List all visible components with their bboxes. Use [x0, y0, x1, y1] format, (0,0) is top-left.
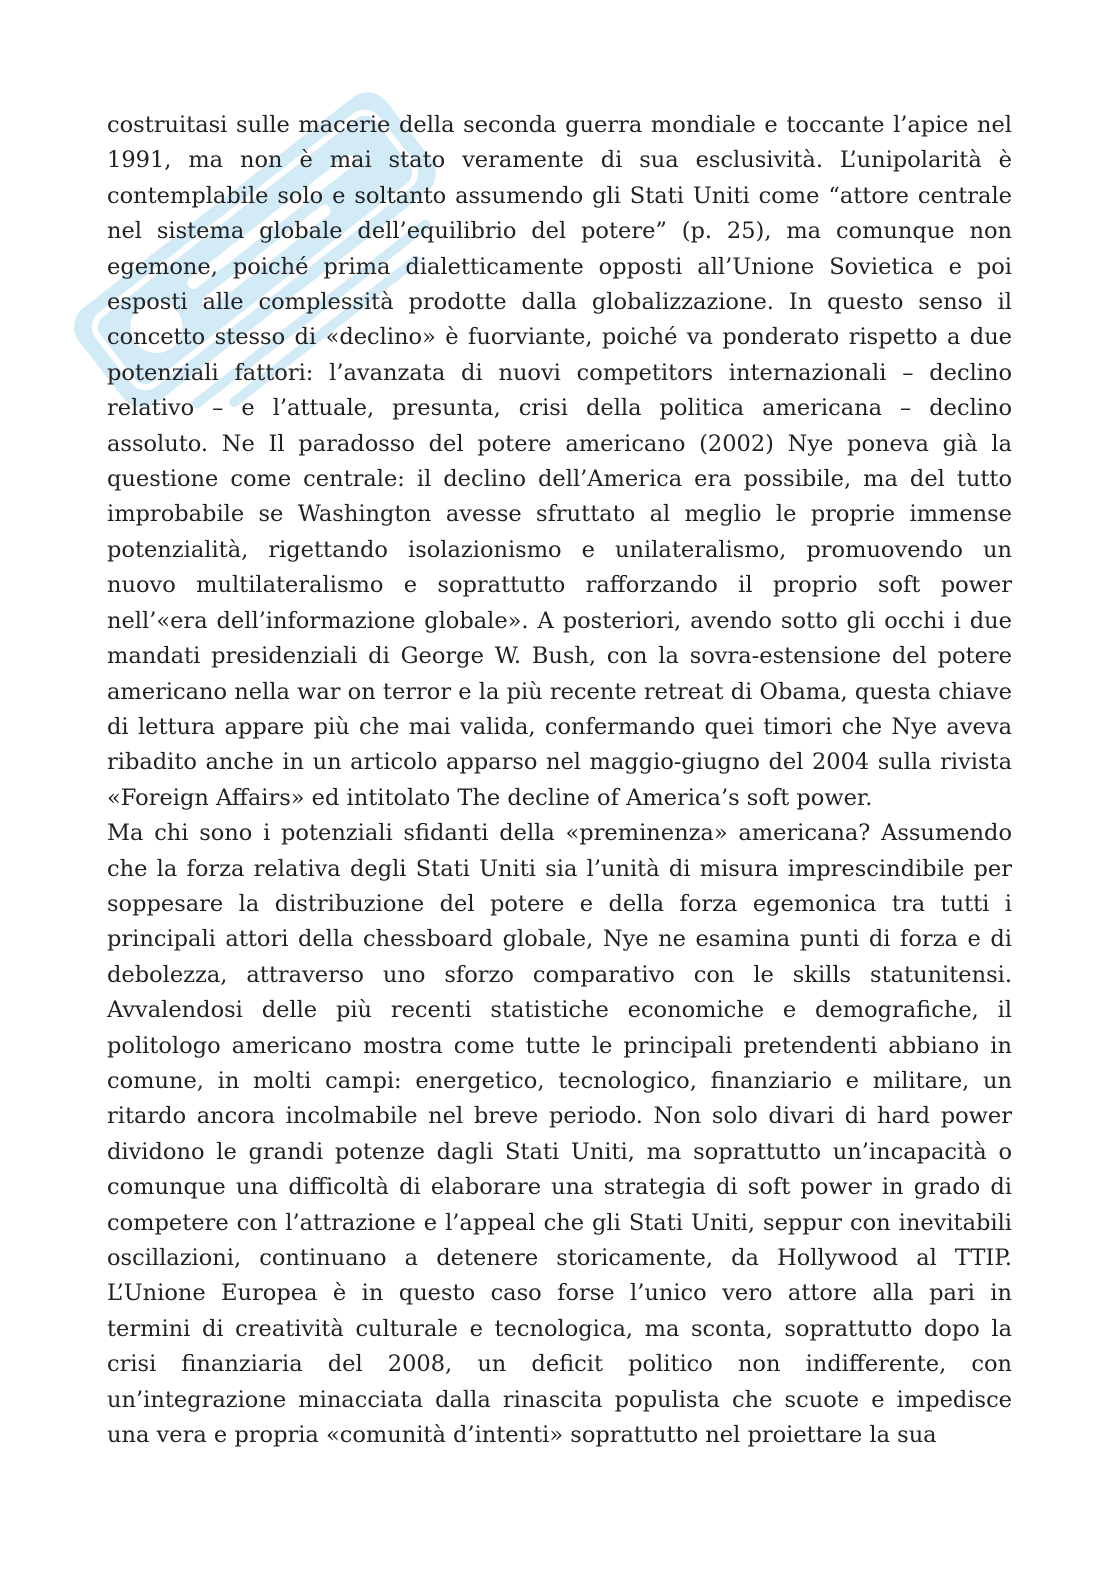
text-line: «Foreign Affairs» ed intitolato The decline of America’s soft power.: [107, 784, 873, 811]
text-line: principali attori della chessboard globale, Nye ne esamina punti di forza e di: [107, 926, 1012, 953]
text-line: crisi finanziaria del 2008, un deficit politico non indifferente, con: [107, 1351, 1012, 1378]
text-line: Ma chi sono i potenziali sfidanti della «preminenza» americana? Assumendo: [107, 820, 1012, 847]
text-line: L’Unione Europea è in questo caso forse l’unico vero attore alla pari in: [107, 1280, 1012, 1307]
text-line: comunque una difficoltà di elaborare una strategia di soft power in grado di: [107, 1174, 1012, 1201]
text-line: una vera e propria «comunità d’intenti» soprattutto nel proiettare la sua: [107, 1422, 937, 1449]
text-line: assoluto. Ne Il paradosso del potere americano (2002) Nye poneva già la: [107, 430, 1012, 457]
text-line: egemone, poiché prima dialetticamente opposti all’Unione Sovietica e poi: [107, 253, 1012, 280]
paragraph: [107, 816, 1012, 1453]
text-line: politologo americano mostra come tutte le principali pretendenti abbiano in: [107, 1032, 1012, 1059]
text-line: ribadito anche in un articolo apparso nel maggio-giugno del 2004 sulla rivista: [107, 749, 1012, 776]
text-line: nel sistema globale dell’equilibrio del potere” (p. 25), ma comunque non: [107, 218, 1012, 245]
text-line: concetto stesso di «declino» è fuorviante, poiché va ponderato rispetto a due: [107, 324, 1012, 351]
text-line: costruitasi sulle macerie della seconda guerra mondiale e toccante l’apice nel: [107, 112, 1012, 138]
text-line: mandati presidenziali di George W. Bush, con la sovra-estensione del potere: [107, 643, 1012, 670]
text-line: dividono le grandi potenze dagli Stati Uniti, ma soprattutto un’incapacità o: [107, 1138, 1012, 1165]
text-line: comune, in molti campi: energetico, tecnologico, finanziario e militare, un: [107, 1067, 1012, 1094]
text-line: ritardo ancora incolmabile nel breve periodo. Non solo divari di hard power: [107, 1103, 1012, 1130]
text-line: esposti alle complessità prodotte dalla globalizzazione. In questo senso il: [107, 289, 1012, 316]
text-line: che la forza relativa degli Stati Uniti sia l’unità di misura imprescindibile per: [107, 855, 1012, 882]
paragraph: [107, 108, 1012, 816]
text-line: Avvalendosi delle più recenti statistiche economiche e demografiche, il: [107, 997, 1012, 1024]
text-line: nuovo multilateralismo e soprattutto rafforzando il proprio soft power: [107, 572, 1012, 599]
text-line: di lettura appare più che mai valida, confermando quei timori che Nye aveva: [107, 713, 1012, 740]
text-line: contemplabile solo e soltanto assumendo gli Stati Uniti come “attore centrale: [107, 182, 1012, 209]
text-line: competere con l’attrazione e l’appeal che gli Stati Uniti, seppur con inevitabili: [107, 1209, 1012, 1236]
text-line: soppesare la distribuzione del potere e della forza egemonica tra tutti i: [107, 890, 1012, 917]
text-line: americano nella war on terror e la più recente retreat di Obama, questa chiave: [107, 678, 1012, 705]
text-line: debolezza, attraverso uno sforzo comparativo con le skills statunitensi.: [107, 961, 1012, 988]
text-line: oscillazioni, continuano a detenere storicamente, da Hollywood al TTIP.: [107, 1245, 1012, 1271]
text-line: un’integrazione minacciata dalla rinascita populista che scuote e impedisce: [107, 1386, 1012, 1413]
document-body: [107, 108, 1012, 1453]
text-line: improbabile se Washington avesse sfruttato al meglio le proprie immense: [107, 501, 1012, 528]
text-line: potenzialità, rigettando isolazionismo e unilateralismo, promuovendo un: [107, 536, 1012, 563]
text-line: termini di creatività culturale e tecnologica, ma sconta, soprattutto dopo la: [107, 1315, 1012, 1342]
text-line: potenziali fattori: l’avanzata di nuovi competitors internazionali – declino: [107, 359, 1012, 386]
text-line: relativo – e l’attuale, presunta, crisi della politica americana – declino: [107, 395, 1012, 422]
text-line: 1991, ma non è mai stato veramente di sua esclusività. L’unipolarità è: [107, 147, 1012, 174]
text-line: nell’«era dell’informazione globale». A posteriori, avendo sotto gli occhi i due: [107, 607, 1012, 634]
text-line: questione come centrale: il declino dell’America era possibile, ma del tutto: [107, 466, 1012, 493]
